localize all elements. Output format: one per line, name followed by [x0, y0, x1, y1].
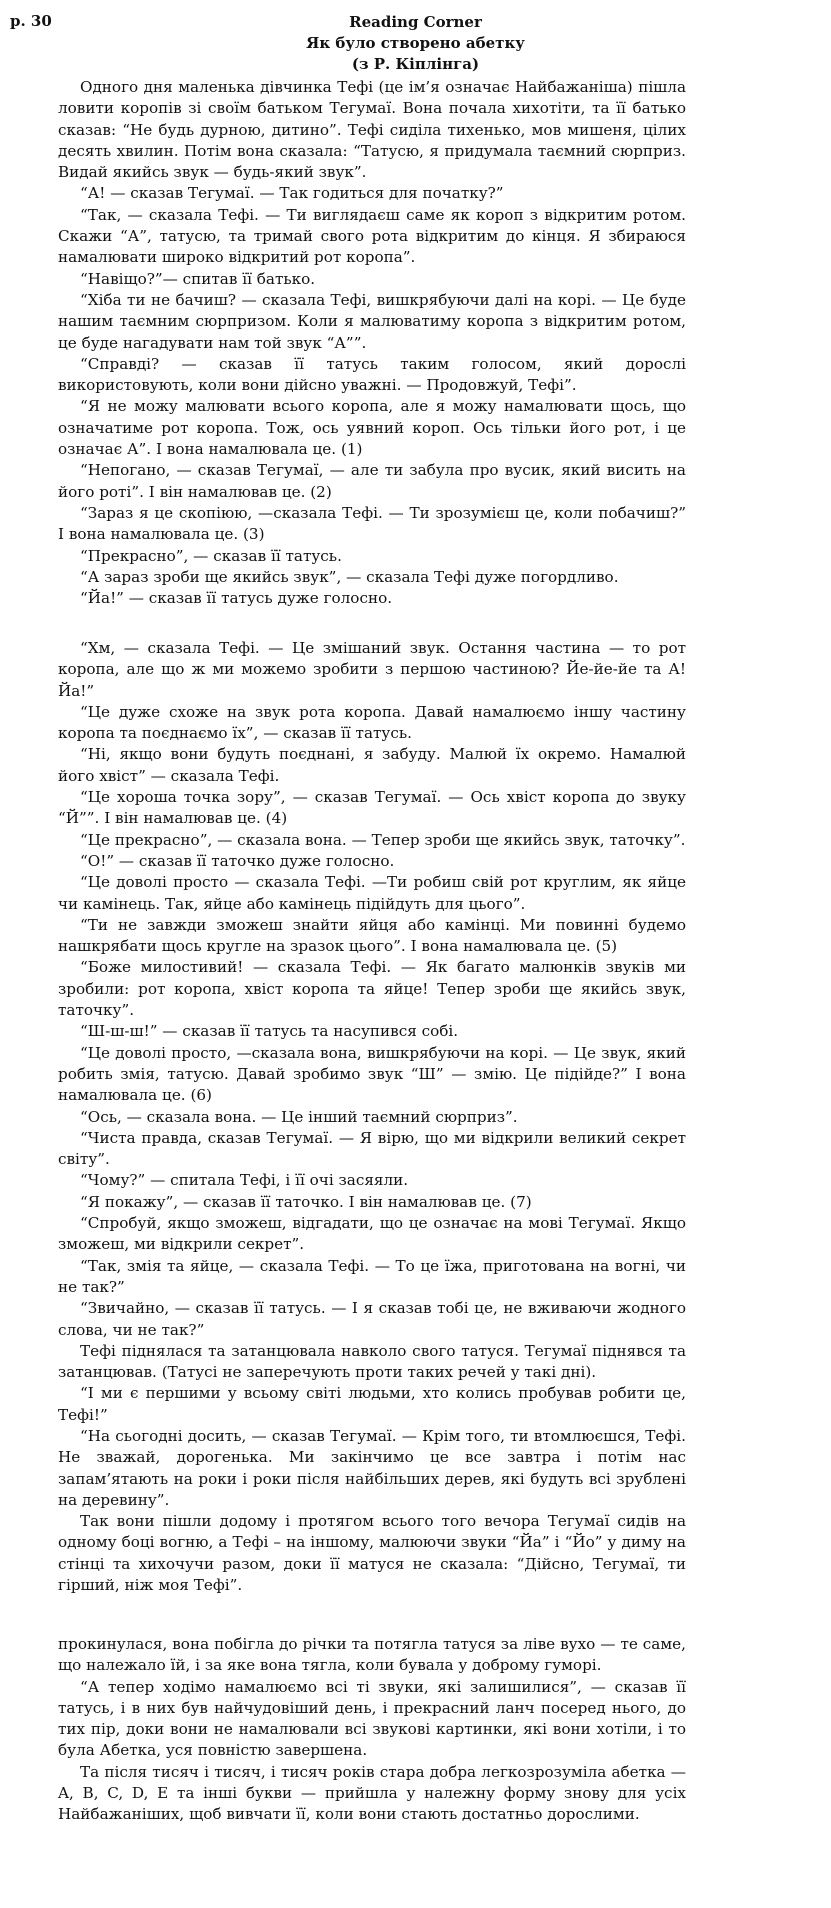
paragraph: “Йа!” — сказав її татусь дуже голосно.: [80, 589, 393, 608]
story-title: Як було створено абетку: [306, 34, 525, 52]
story-text-block-3: [58, 1634, 686, 1826]
paragraph: прокинулася, вона побігла до річки та потягла татуся за ліве вухо — те саме, що належало їй, і за яке вона тягла, коли бувала у доброму гуморі.: [58, 1635, 686, 1675]
story-text-block-1: [58, 77, 686, 609]
paragraph: “Справді? — сказав її татусь таким голосом, який дорослі використовують, коли вони дійсно уважні. — Продовжуй, Тефі”.: [58, 354, 686, 395]
paragraph: “Чиста правда, сказав Тегумаї. — Я вірю, що ми відкрили великий секрет світу”.: [58, 1128, 686, 1169]
paragraph: “Це доволі просто, —сказала вона, вишкрябуючи на корі. — Це звук, який робить змія, татусю. Давай зробимо звук “Ш” — змію. Це підійде?” І вона намалювала це. (6): [58, 1043, 686, 1105]
paragraph: Одного дня маленька дівчинка Тефі (це ім’я означає Найбажаніша) пішла ловити коропів зі своїм батьком Тегумаї. Вона почала хихотіти, та її батько сказав: “Не будь дурною, дитино”. Тефі сиділа тихенько, мов мишеня, цілих десять хвилин. Потім вона сказала: “Татусю, я придумала таємний сюрприз. Видай якийсь звук — будь-який звук”.: [58, 78, 686, 182]
paragraph: “Це хороша точка зору”, — сказав Тегумаї. — Ось хвіст коропа до звуку “Й””. І він намалював це. (4): [58, 788, 686, 828]
section-title: Reading Corner: [349, 13, 482, 31]
story-text-block-2: [58, 638, 686, 1596]
paragraph: “Так, — сказала Тефі. — Ти виглядаєш саме як короп з відкритим ротом. Скажи “А”, татусю, та тримай свого рота відкритим до кінця. Я збираюся намалювати широко відкритий рот коропа”.: [58, 205, 686, 267]
paragraph: “Я не можу малювати всього коропа, але я можу намалювати щось, що означатиме рот коропа. Тож, ось уявний короп. Ось тільки його рот, і це означає А”. І вона намалювала це. (1): [58, 397, 686, 459]
paragraph: Так вони пішли додому і протягом всього того вечора Тегумаї сидів на одному боці вогню, а Тефі – на іншому, малюючи звуки “Йа” і “Йо” у диму на стінці та хихочучи разом, доки її матуся не сказала: “Дійсно, Тегумаї, ти гірший, ніж моя Тефі”.: [58, 1512, 686, 1595]
paragraph: “А! — сказав Тегумаї. — Так годиться для початку?”: [80, 184, 504, 203]
paragraph: “Спробуй, якщо зможеш, відгадати, що це означає на мові Тегумаї. Якщо зможеш, ми відкрили секрет”.: [58, 1214, 686, 1254]
paragraph: “Звичайно, — сказав її татусь. — І я сказав тобі це, не вживаючи жодного слова, чи не так?”: [58, 1299, 686, 1339]
paragraph: “Прекрасно”, — сказав її татусь.: [80, 546, 342, 565]
paragraph: “А зараз зроби ще якийсь звук”, — сказала Тефі дуже погордливо.: [80, 567, 619, 586]
paragraph: “Ні, якщо вони будуть поєднані, я забуду. Малюй їх окремо. Намалюй його хвіст” — сказала Тефі.: [58, 745, 686, 785]
paragraph: “Так, змія та яйце, — сказала Тефі. — То це їжа, приготована на вогні, чи не так?”: [58, 1256, 686, 1296]
story-attribution: (з Р. Кіплінга): [351, 55, 480, 73]
paragraph: “Чому?” — спитала Тефі, і її очі засяяли.: [80, 1171, 409, 1190]
paragraph: “Зараз я це скопіюю, —сказала Тефі. — Ти зрозумієш це, коли побачиш?” І вона намалювала це. (3): [58, 503, 686, 544]
paragraph: “Хіба ти не бачиш? — сказала Тефі, вишкрябуючи далі на корі. — Це буде нашим таємним сюрпризом. Коли я малюватиму коропа з відкритим ротом, це буде нагадувати нам той звук “А””.: [58, 290, 686, 352]
paragraph: Та після тисяч і тисяч, і тисяч років стара добра легкозрозуміла абетка — A, B, C, D, E та інші букви — прийшла у належну форму знову для усіх Найбажаніших, щоб вивчати її, коли вони стають достатньо дорослими.: [58, 1762, 686, 1824]
paragraph: Тефі піднялася та затанцювала навколо свого татуся. Тегумаї піднявся та затанцював. (Татусі не заперечують проти таких речей у такі дні).: [58, 1341, 686, 1382]
paragraph: “Навіщо?”— спитав її батько.: [80, 269, 316, 288]
paragraph: “Це дуже схоже на звук рота коропа. Давай намалюємо іншу частину коропа та поєднаємо їх”, — сказав її татусь.: [58, 702, 686, 743]
paragraph: “Ти не завжди зможеш знайти яйця або камінці. Ми повинні будемо нашкрябати щось кругле на зразок цього”. І вона намалювала це. (5): [58, 915, 686, 956]
paragraph: “Боже милостивий! — сказала Тефі. — Як багато малюнків звуків ми зробили: рот коропа, хвіст коропа та яйце! Тепер зроби ще якийсь звук, таточку”.: [58, 958, 686, 1020]
paragraph: “Я покажу”, — сказав її таточко. І він намалював це. (7): [80, 1192, 532, 1211]
paragraph: “Непогано, — сказав Тегумаї, — але ти забула про вусик, який висить на його роті”. І він намалював це. (2): [58, 461, 686, 501]
paragraph: “Це доволі просто — сказала Тефі. —Ти робиш свій рот круглим, як яйце чи камінець. Так, яйце або камінець підійдуть для цього”.: [58, 873, 686, 913]
paragraph: “А тепер ходімо намалюємо всі ті звуки, які залишилися”, — сказав її татусь, і в них був найчудовіший день, і прекрасний ланч посеред нього, до тих пір, доки вони не намалювали всі звукові картинки, які вони хотіли, і то була Абетка, уся повністю завершена.: [58, 1677, 686, 1760]
paragraph: “На сьогодні досить, — сказав Тегумаї. — Крім того, ти втомлюєшся, Тефі. Не зважай, дорогенька. Ми закінчимо це все завтра і потім нас запам’ятають на роки і роки після найбільших дерев, які будуть всі зрублені на деревину”.: [58, 1426, 686, 1509]
paragraph: “І ми є першими у всьому світі людьми, хто колись пробував робити це, Тефі!”: [58, 1384, 686, 1424]
paragraph: “Ось, — сказала вона. — Це інший таємний сюрприз”.: [80, 1107, 518, 1126]
article-header: [0, 12, 831, 75]
paragraph: “Це прекрасно”, — сказала вона. — Тепер зроби ще якийсь звук, таточку”.: [80, 830, 686, 849]
page-number: p. 30: [10, 12, 52, 30]
paragraph: “Хм, — сказала Тефі. — Це змішаний звук. Остання частина — то рот коропа, але що ж ми можемо зробити з першою частиною? Йе-йе-йе та А! Йа!”: [58, 639, 686, 700]
paragraph: “Ш-ш-ш!” — сказав її татусь та насупився собі.: [80, 1022, 459, 1041]
paragraph: “О!” — сказав її таточко дуже голосно.: [80, 851, 395, 870]
